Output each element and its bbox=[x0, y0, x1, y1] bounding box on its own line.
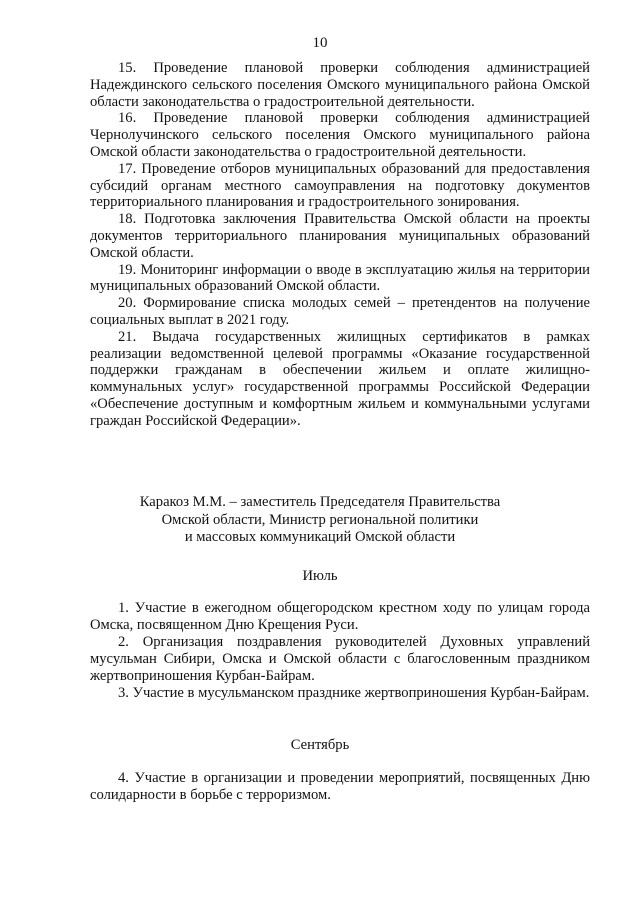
item-number: 15. bbox=[118, 60, 137, 76]
item-text: Мониторинг информации о вводе в эксплуатацию жилья на территории муниципальных образований Омской области. bbox=[90, 261, 590, 295]
item-number: 20. bbox=[118, 295, 137, 312]
item-list-part1 bbox=[90, 60, 590, 430]
item-text: Участие в ежегодном общегородском крестном ходу по улицам города Омска, посвященном Дню Крещения Руси. bbox=[90, 600, 590, 633]
person-heading-line: Каракоз М.М. – заместитель Председателя Правительства bbox=[139, 494, 501, 510]
list-item bbox=[90, 262, 590, 296]
item-text: Выдача государственных жилищных сертификатов в рамках реализации ведомственной целевой программы «Оказание государственной поддержки гражданам в обеспечении жильем и оплате жилищно-коммунальных услуг» государственной программы Российской Федерации «Обеспечение доступным и комфортным жильем и коммунальными услугами граждан Российской Федерации». bbox=[90, 328, 590, 429]
item-list-september bbox=[90, 770, 590, 804]
item-number: 4. bbox=[118, 770, 129, 786]
item-number: 16. bbox=[118, 110, 137, 127]
item-text: Организация поздравления руководителей Духовных управлений мусульман Сибири, Омска и Омской области с благословенным праздником жертвоприношения Курбан-Байрам. bbox=[90, 634, 590, 684]
list-item bbox=[90, 211, 590, 261]
item-text: Подготовка заключения Правительства Омской области на проекты документов территориального планирования муниципальных образований Омской области. bbox=[90, 211, 591, 261]
list-item bbox=[90, 634, 590, 685]
list-item bbox=[90, 600, 590, 634]
person-heading-line: Омской области, Министр региональной политики bbox=[161, 511, 479, 528]
item-list-july bbox=[90, 600, 590, 702]
month-heading-september: Сентябрь bbox=[290, 737, 350, 753]
item-text: Формирование списка молодых семей – претендентов на получение социальных выплат в 2021 году. bbox=[90, 295, 590, 328]
list-item bbox=[90, 161, 590, 211]
item-text: Участие в мусульманском празднике жертвоприношения Курбан-Байрам. bbox=[132, 685, 590, 701]
item-number: 17. bbox=[118, 160, 137, 177]
person-heading bbox=[0, 494, 640, 547]
page-number: 10 bbox=[312, 35, 328, 51]
item-number: 21. bbox=[118, 328, 137, 345]
item-number: 18. bbox=[118, 211, 137, 228]
list-item bbox=[90, 110, 590, 160]
list-item bbox=[90, 295, 590, 329]
item-number: 1. bbox=[118, 600, 129, 616]
item-number: 19. bbox=[118, 261, 137, 278]
item-number: 2. bbox=[118, 634, 129, 650]
item-text: Проведение отборов муниципальных образований для предоставления субсидий органам местного самоуправления на подготовку документов территориального планирования и градостроительного зонирования. bbox=[90, 160, 590, 211]
item-text: Проведение плановой проверки соблюдения администрацией Надеждинского сельского поселения Омского муниципального района Омской области законодательства о градостроительной деятельности. bbox=[90, 60, 590, 110]
item-text: Участие в организации и проведении мероприятий, посвященных Дню солидарности в борьбе с терроризмом. bbox=[90, 770, 590, 803]
list-item bbox=[90, 60, 590, 110]
list-item bbox=[90, 685, 590, 702]
list-item bbox=[90, 329, 590, 430]
month-heading-july: Июль bbox=[302, 568, 338, 584]
item-number: 3. bbox=[118, 685, 129, 701]
person-heading-line: и массовых коммуникаций Омской области bbox=[184, 529, 456, 545]
list-item bbox=[90, 770, 590, 804]
item-text: Проведение плановой проверки соблюдения администрацией Чернолучинского сельского поселения Омского муниципального района Омской области законодательства о градостроительной деятельности. bbox=[90, 110, 590, 160]
